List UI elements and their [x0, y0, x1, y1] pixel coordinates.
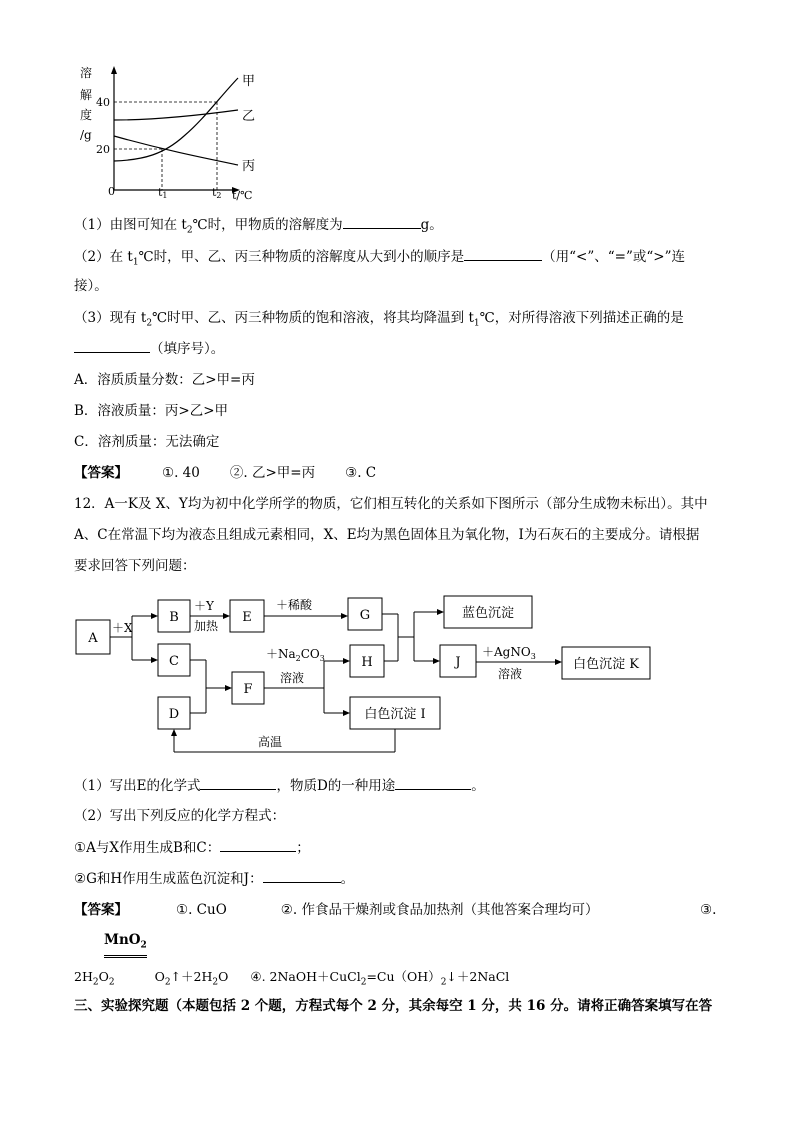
arrow-to-j	[433, 658, 440, 664]
q11-blank1[interactable]	[343, 214, 421, 229]
label-high-temp: 高温	[258, 735, 283, 749]
box-f-label: F	[243, 682, 253, 697]
ylabel-char-1: 溶	[80, 66, 93, 80]
q11-option-b: B．溶液质量：丙>乙>甲	[74, 403, 229, 419]
xtick-t1-sub: 1	[162, 191, 168, 200]
label-plus-x: ＋X	[112, 621, 133, 635]
q11-answer: 【答案】 ①. 40 ②. 乙>甲=丙 ③. C	[74, 465, 377, 481]
q11-part3: （3）现有 $t_2℃$时甲、乙、丙三种物质的饱和溶液，将其均降温到 $t_1℃$，对所得溶液下列描述正确的是	[74, 310, 684, 329]
arrow-to-h	[343, 658, 350, 664]
box-j-label: J	[455, 655, 461, 670]
q12-stem-1: 12．A一K及 X、Y均为初中化学所学的物质，它们相互转化的关系如下图所示（部分生成物未标出）。其中	[74, 496, 708, 512]
q12-blank3[interactable]	[220, 837, 296, 852]
label-heat: 加热	[194, 619, 219, 633]
q11-option-a: A．溶质质量分数：乙>甲=丙	[74, 372, 255, 388]
ylabel-char-4: /g	[80, 128, 92, 142]
box-h-label: H	[361, 655, 373, 670]
reaction-flow-diagram	[70, 590, 670, 760]
q12-blank1[interactable]	[200, 775, 276, 790]
xtick-t1: t1	[158, 186, 168, 200]
q11-part2-cont: 接）。	[74, 278, 108, 294]
label-soln-2: 溶液	[498, 667, 523, 681]
label-yi: 乙	[242, 109, 256, 124]
box-i-label: 白色沉淀 I	[364, 707, 426, 722]
arrow-to-e	[223, 613, 230, 619]
q12-blank2[interactable]	[395, 775, 471, 790]
arrow-to-b	[151, 613, 158, 619]
q11-blank3[interactable]	[74, 338, 150, 353]
section3-heading: 三、实验探究题（本题包括 2 个题，方程式每个 2 分，其余每空 1 分，共 16 分。请将正确答案填写在答	[74, 998, 713, 1014]
box-b-label: B	[169, 610, 179, 625]
label-plus-y: ＋Y	[194, 599, 214, 613]
q12-stem-3: 要求回答下列问题：	[74, 558, 196, 574]
ytick-20: 20	[96, 143, 110, 156]
q12-answer-3: ③.	[700, 902, 717, 918]
arrow-to-f	[225, 685, 232, 691]
q12-eq1: ①A与X作用生成B和C： ；	[74, 837, 310, 858]
xtick-t2-sub: 2	[216, 191, 222, 200]
catalyst-label: MnO$_2$	[104, 931, 147, 958]
q11-blank2[interactable]	[464, 246, 542, 261]
arrow-to-k	[555, 659, 562, 665]
label-soln-1: 溶液	[280, 671, 305, 685]
q12-part2: （2）写出下列反应的化学方程式：	[74, 808, 286, 824]
arrow-to-c	[151, 657, 158, 663]
box-e-label: E	[242, 610, 252, 625]
x-axis-label: t/℃	[232, 189, 253, 202]
y-axis-arrow	[111, 66, 117, 74]
arrow-to-i	[343, 710, 350, 716]
ylabel-char-3: 度	[80, 108, 93, 122]
ytick-40: 40	[96, 96, 110, 109]
q12-part1: （1）写出E的化学式 ，物质D的一种用途 。	[74, 775, 485, 796]
box-c-label: C	[169, 654, 179, 669]
arrow-to-g	[341, 613, 348, 619]
q12-answer: 【答案】 ①. CuO ②. 作食品干燥剂或食品加热剂（其他答案合理均可）	[74, 902, 599, 918]
q11-part3-cont: （填序号）。	[74, 338, 224, 359]
label-jia: 甲	[242, 74, 256, 89]
box-d-label: D	[168, 707, 180, 722]
curve-bing	[114, 136, 238, 165]
q12-answer-equation: $2H_2O_2$ $O_2↑+2H_2O$ ④. $2NaOH+CuCl_2=Cu(OH)_2↓+2NaCl$	[74, 969, 510, 988]
solubility-graph	[74, 64, 274, 204]
q11-option-c: C．溶剂质量：无法确定	[74, 434, 220, 450]
ylabel-char-2: 解	[80, 88, 93, 102]
curve-yi	[114, 110, 238, 120]
label-agno3: ＋AgNO$_3$	[482, 645, 536, 661]
box-k-label: 白色沉淀 K	[573, 657, 639, 672]
origin-label: 0	[108, 185, 115, 198]
box-a-label: A	[88, 631, 98, 646]
q11-part2: （2）在 $t_1℃$时，甲、乙、丙三种物质的溶解度从大到小的顺序是 （用“<”、“=”或“>”连	[74, 246, 685, 273]
q12-stem-2: A、C在常温下均为液态且组成元素相同，X、E均为黑色固体且为氧化物，I为石灰石的主要成分。请根据	[74, 527, 700, 543]
label-na2co3: $+Na_2CO_3$	[266, 647, 325, 663]
xtick-t2: t2	[212, 186, 222, 200]
arrow-to-d	[171, 729, 177, 736]
box-blue-label: 蓝色沉淀	[461, 606, 515, 621]
q12-eq2: ②G和H作用生成蓝色沉淀和J： 。	[74, 868, 354, 889]
label-bing: 丙	[242, 159, 256, 174]
q12-blank4[interactable]	[263, 868, 341, 883]
arrow-to-blue	[437, 609, 444, 615]
q11-part1: （1）由图可知在 $t_2℃$时，甲物质的溶解度为 g。	[74, 214, 443, 241]
box-g-label: G	[359, 608, 371, 623]
label-acid: ＋稀酸	[276, 598, 313, 612]
